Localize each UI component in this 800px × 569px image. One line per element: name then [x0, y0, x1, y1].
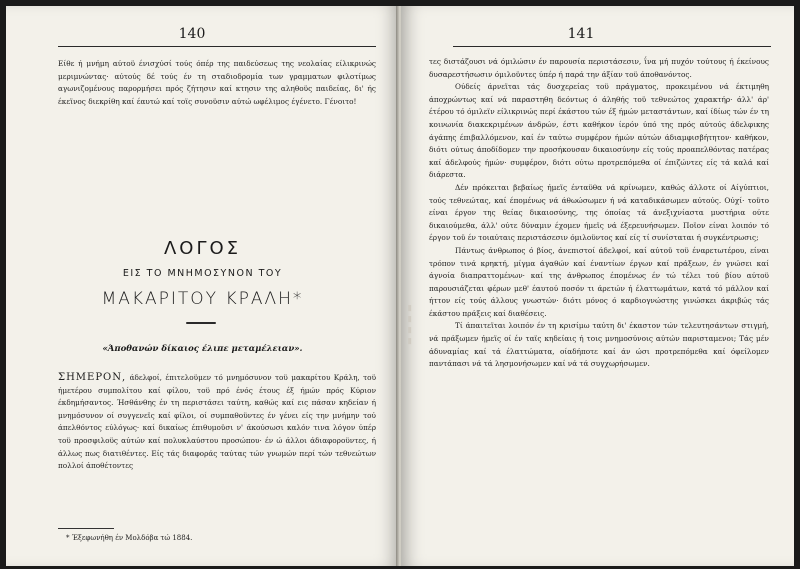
body-text: άδελφοί, έπιτελοϋμεν τό μνημόσυνον τοϋ μακαρίτου Κράλη, τοϋ ήμετέρου συμπολίτου καί φίλου, τοϋ πρό ένός έτους έξ ήμών πρός Κύριον έκδημήσαντος. Ήσθάνθης έν τη περιστάσει ταύτη, καθώς καί εις πάσαν κηδείαν ή μνημόσυνον οί συγγενεϊς καί φίλοι, οί συμπαθοϋντες έν γένει είς την μνήμην τού άπελθόντος εύλόγως· καί δικαίως έπιθυμοϋσι ν' άκούσωσι καλόν τινα λόγον ύπέρ τοϋ προσφιλοϋς αύτών καί πολυκλαύστου προσώπου· έν ώ άλλοι άδιαφοροϋντες, ή άλλως πως διατιθέντες. Είς τάς διαφοράς ταύτας τών γνωμών περί τών τεθνεώτων πολλοί άποθέτοντες	[58, 373, 376, 471]
body-paragraph	[58, 372, 376, 473]
speech-title: ΛΟΓΟΣ	[163, 238, 242, 259]
speech-name: ΜΑΚΑΡΙΤΟΥ ΚΡΑΛΗ*	[101, 289, 304, 309]
header-rule	[453, 46, 771, 47]
epigraph: «Άποθανών δίκαιος έλιπε μεταμέλειαν».	[102, 344, 303, 354]
dropcap-word: ΣΗΜΕΡΟΝ,	[58, 372, 127, 383]
footnote-rule	[58, 528, 114, 529]
page-number: 140	[178, 26, 206, 42]
footnote: * Έξεφωνήθη έν Μολδόβα τώ 1884.	[66, 534, 193, 542]
ornament-rule	[186, 322, 216, 324]
paragraph: τες διστάζουσι νά όμιλώσιν έν παρουσία περιστάσεσιν, ΐνα μή πυχόν τούτους ή έκείνους δυσαρεστήσωσιν όμιλοϋντες ύπέρ ή παρά την άξίαν τοϋ άποθανόντος.	[429, 57, 769, 79]
paragraph: Δέν πρόκειται βεβαίως ήμεϊς ένταϋθα νά κρίνωμεν, καθώς άλλοτε οί Αίγύπτιοι, τούς τεθνεώτας, καί έπομένως νά άθωώσωμεν ή νά καταδικάσωμεν αύτούς. Ούχί· τοϋτο είναι έργον της θείας δικαιοσύνης, της όποίας τά άνεξιχνίαστα μυστήρια ούτε δικαιούμεθα, άλλ' ούτε δύναμιν έχομεν ήμεϊς νά έξερευνήσωμεν. Ποϊον είναι λοιπόν τό έργον τοϋ έν τοιαύταις περιστάσεσιν όμιλοϋντος καί είς τί συνίσταται ή συγκέντρωσις;	[429, 182, 769, 243]
header-rule	[58, 46, 376, 47]
paragraph: Ούδείς άρνεϊται τάς δυσχερείας τοϋ πράγματος, προκειμένου νά έκτιμηθη άποχρώντως καί νά παραστηθη δεόντως ό άληθής τοϋ τεθνεώτος χαρακτήρ· άλλ' άρ' έτέρου τό όμιλεϊν είλικρινώς περί έκάστου τών έξ ήμών μεταστάντων, καί ίδίως τών έν τη κοινωνία διακεκριμένων άνδρών, έστι καθήκον ίερόν ύπό της πρός αύτούς άδελφικης άγάπης έπιβαλλόμενον, καί έν ταύτω συμφέρον ήμών αύτών άδιαμφισβήτητον· καθήκον, διότι ούτως άποδίδομεν την προσήκουσαν δικαιοσύνην είς τούς προαπελθόντας πατέρας καί άδελφούς ήμών· συμφέρον, διότι ούτω προτρεπόμεθα οί έπιζώντες είς τά καλά καί διάρεστα.	[429, 82, 769, 180]
speech-subtitle: ΕΙΣ ΤΟ ΜΝΗΜΟΣΥΝΟΝ ΤΟΥ	[122, 268, 283, 279]
library-stamp-watermark: ▮▮▮▮	[405, 302, 414, 346]
page-number: 141	[567, 26, 595, 42]
right-page	[401, 6, 794, 566]
intro-paragraph: Είθε ή μνήμη αύτοϋ ένισχύσί τούς όπέρ της παιδεύσεως της νεολαίας είλικρινώς μεριμνώντας· αύτούς δέ τούς έν τη σταδιοδρομία των γραμματων φιλοτίμως αγωνιζομένους παρορμήσει πρός ζήτησιν καί κτησιν της αληθοϋς παιδείας, δι' ής έκεϊνος διεκρίθη καί έαυτώ καί τοϊς συνοϋσιν αύτώ ωφέλιμος έγένετο. Γένοιτο!	[58, 59, 376, 106]
right-body	[429, 56, 769, 371]
left-page	[6, 6, 399, 566]
paragraph: Τί άπαιτεϊται λοιπόν έν τη κρισίμω ταύτη δι' έκαστον τών τελευτησάντων στιγμή, νά πράξωμεν ήμεϊς οί έν ταϊς κηδείαις ή τοις μνημοσύνοις αύτών παρισταμενοι; Τάς μέν άδυναμίας καί τά έλαττώματα, οίαδήποτε καί άν ώσι προτρεπόμεθα καί όφείλομεν παντάπασι νά τά λησμονήσωμεν καί νά τά συγχωρήσωμεν.	[429, 321, 769, 369]
paragraph: Πάντως άνθρωπος ό βίος, άνεπιστοί άδελφοί, καί αύτοϋ τοϋ έναρετωτέρου, είναι τρόπον τινά κρηκτή, μίγμα άγαθών καί έναντίων έργων καί πράξεων, έν γνώσει καί άγνοία διαπραττομένων· καί της άνθρωπος έπομένως έν τώ τέλει τού βίου αύτοϋ παρουσιάζεται φέρων μεθ' έαυτού ποσόν τι άρετών ή έλαττωμάτων, κατά τό μάλλον καί ήττον είς τούς άλλους γνωστών· διότι μόνος ό καρδιογνώστης γινώσκει άκριβώς τάς έκάστου πράξεις καί διαθέσεις.	[429, 245, 769, 318]
